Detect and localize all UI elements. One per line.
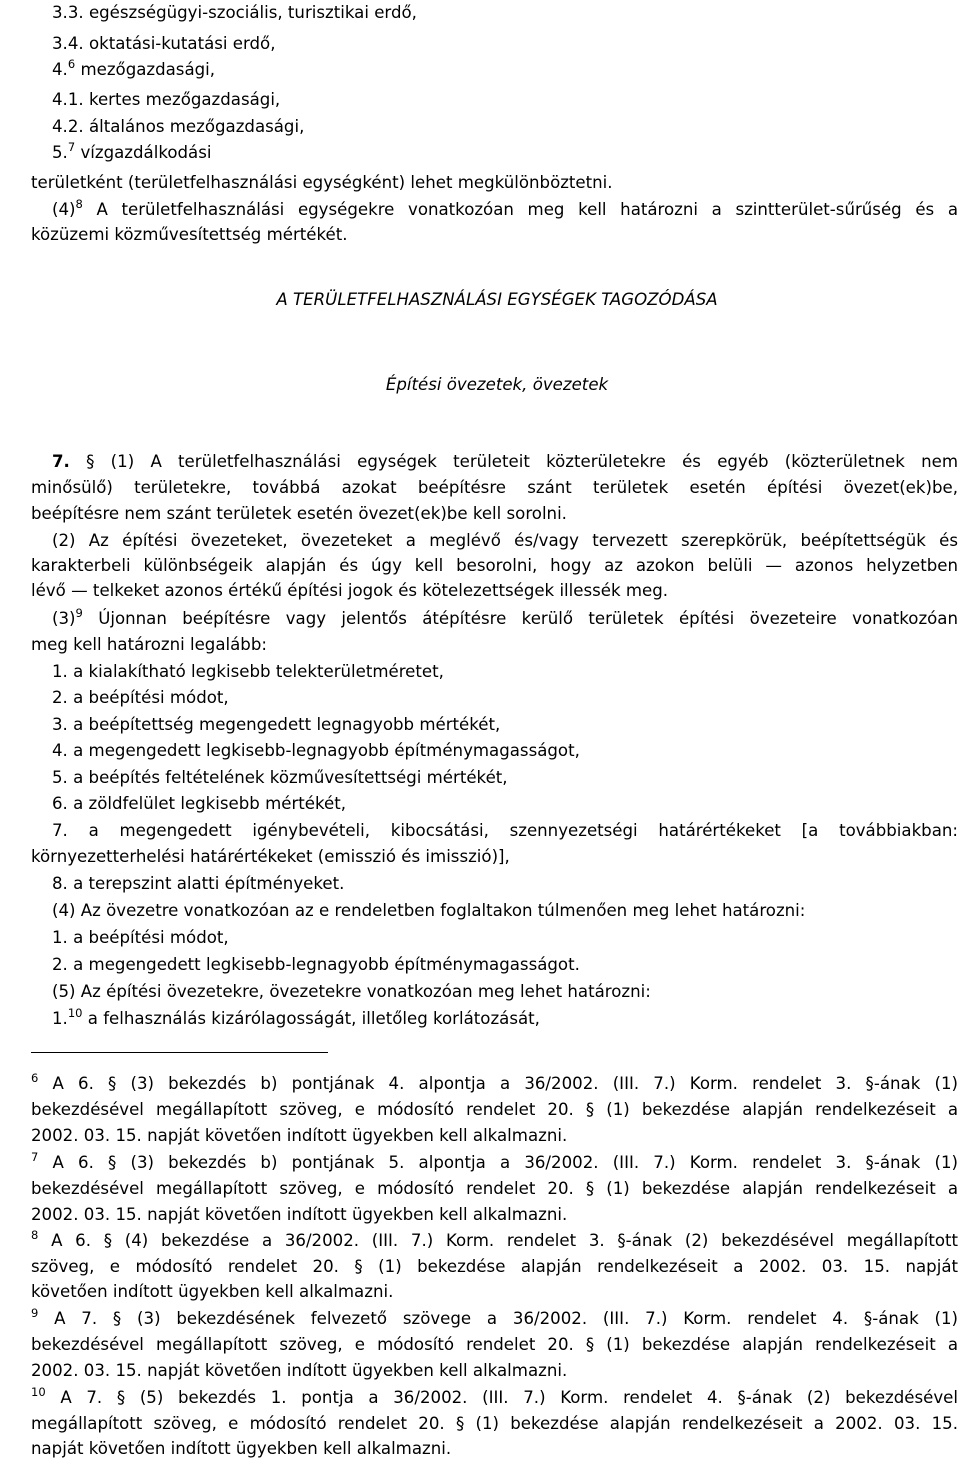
list-item: 4. a megengedett legkisebb-legnagyobb építménymagasságot, (52, 741, 580, 760)
list-item-7-line2: környezetterhelési határértékeket (emisszió és imisszió)], (31, 847, 510, 866)
list-item-4-2: 4.2. általános mezőgazdasági, (52, 117, 305, 136)
paragraph-4-line2: közüzemi közművesítettség mértékét. (31, 225, 348, 244)
list-item: 2. a megengedett legkisebb-legnagyobb építménymagasságot. (52, 955, 580, 974)
paragraph-4-line1 (52, 197, 958, 219)
list-item-3-4: 3.4. oktatási-kutatási erdő, (52, 34, 276, 53)
item-number: 1. (52, 1009, 68, 1028)
footnote-ref-6[interactable]: 6 (67, 57, 76, 71)
footnote-marker-6: 6 (31, 1071, 39, 1085)
paragraph-text: Újonnan beépítésre vagy jelentős átépítésre kerülő területek építési övezeteire vonatkozóan (98, 609, 958, 628)
paragraph-2-line2: karakterbeli különbségeik alapján és úgy kell besorolni, hogy az azokon belüli — azonos helyzetben (31, 556, 958, 575)
section-7-line1 (52, 454, 958, 471)
footnote-7-line3: 2002. 03. 15. napját követően indított ügyekben kell alkalmazni. (31, 1205, 568, 1224)
footnote-separator (31, 1052, 328, 1053)
footnote-ref-8[interactable]: 8 (75, 197, 83, 211)
footnote-marker-10: 10 (31, 1385, 46, 1399)
paragraph-number: (4) (52, 200, 76, 219)
paragraph-text: A területfelhasználási egységekre vonatkozóan meg kell határozni a szintterület-sűrűség és a (96, 200, 958, 219)
paragraph-number: (3) (52, 609, 76, 628)
list-item: 8. a terepszint alatti építményeket. (52, 874, 345, 893)
footnote-marker-9: 9 (31, 1306, 39, 1320)
section-heading: A TERÜLETFELHASZNÁLÁSI EGYSÉGEK TAGOZÓDÁSA (276, 290, 718, 309)
item-text: a felhasználás kizárólagosságát, illetőleg korlátozását, (87, 1009, 540, 1028)
section-7-line3: beépítésre nem szánt területek esetén övezet(ek)be kell sorolni. (31, 504, 567, 523)
list-item: 3. a beépítettség megengedett legnagyobb mértékét, (52, 715, 501, 734)
section-number: 7. (52, 452, 70, 471)
item-text: vízgazdálkodási (80, 143, 212, 162)
footnote-8-line2: szöveg, e módosító rendelet 20. § (1) bekezdése alapján rendelkezéseit a 2002. 03. 15. napját (31, 1257, 958, 1276)
list-item: 1. a beépítési módot, (52, 928, 229, 947)
paragraph-2-line3: lévő — telkeket azonos értékű építési jogok és kötelezettségek illessék meg. (31, 581, 669, 600)
list-item-3-3: 3.3. egészségügyi-szociális, turisztikai erdő, (52, 3, 417, 22)
footnote-text: A 7. § (3) bekezdésének felvezető szövege a 36/2002. (III. 7.) Korm. rendelet 4. §-ának (1) (54, 1309, 958, 1328)
paragraph-3-line1 (52, 606, 958, 628)
paragraph-text: § (1) A területfelhasználási egységek területeit közterületekre és egyéb (közterületnek nem (86, 452, 958, 471)
footnote-7-line2: bekezdésével megállapított szöveg, e módosító rendelet 20. § (1) bekezdése alapján rendelkezéseit a (31, 1179, 958, 1198)
footnote-7-line1 (31, 1150, 958, 1172)
footnote-10-line3: napját követően indított ügyekben kell alkalmazni. (31, 1439, 452, 1458)
list-item: 1. a kialakítható legkisebb telekterületméretet, (52, 662, 444, 681)
paragraph-4: (4) Az övezetre vonatkozóan az e rendeletben foglaltakon túlmenően meg lehet határozni: (52, 901, 806, 920)
footnote-ref-7[interactable]: 7 (67, 140, 76, 154)
item-number: 4. (52, 60, 68, 79)
list-item-4 (52, 57, 216, 79)
footnote-ref-9[interactable]: 9 (75, 606, 83, 620)
list-item: 2. a beépítési módot, (52, 688, 229, 707)
list-item-4-1: 4.1. kertes mezőgazdasági, (52, 90, 281, 109)
section-7-line2: minősülő) területekre, továbbá azokat beépítésre szánt területek esetén építési övezet(ek)be, (31, 478, 958, 497)
footnote-text: A 6. § (3) bekezdés b) pontjának 5. alpontja a 36/2002. (III. 7.) Korm. rendelet 3. §-ának (1) (52, 1153, 958, 1172)
footnote-6-line3: 2002. 03. 15. napját követően indított ügyekben kell alkalmazni. (31, 1126, 568, 1145)
footnote-10-line2: megállapított szöveg, e módosító rendelet 20. § (1) bekezdése alapján rendelkezéseit a 2002. 03. 15. (31, 1414, 958, 1433)
footnote-ref-10[interactable]: 10 (67, 1006, 83, 1020)
paragraph-2-line1: (2) Az építési övezeteket, övezeteket a meglévő és/vagy tervezett szerepkörük, beépítettségük és (52, 531, 958, 550)
item-number: 5. (52, 143, 68, 162)
footnote-text: A 7. § (5) bekezdés 1. pontja a 36/2002. (III. 7.) Korm. rendelet 4. §-ának (2) bekezdésével (60, 1388, 959, 1407)
paragraph-3-line2: meg kell határozni legalább: (31, 635, 267, 654)
list-item: 6. a zöldfelület legkisebb mértékét, (52, 794, 347, 813)
list-item-7-line1: 7. a megengedett igénybevételi, kibocsátási, szennyezetségi határértékeket [a továbbiakban: (52, 821, 958, 840)
list-item: 5. a beépítés feltételének közművesítettségi mértékét, (52, 768, 508, 787)
list-item (52, 1006, 540, 1028)
footnote-9-line3: 2002. 03. 15. napját követően indított ügyekben kell alkalmazni. (31, 1361, 568, 1380)
footnote-9-line1 (31, 1306, 958, 1328)
footnote-6-line1 (31, 1071, 958, 1093)
footnote-marker-8: 8 (31, 1228, 39, 1242)
footnote-text: A 6. § (3) bekezdés b) pontjának 4. alpontja a 36/2002. (III. 7.) Korm. rendelet 3. §-ának (1) (52, 1074, 958, 1093)
footnote-9-line2: bekezdésével megállapított szöveg, e módosító rendelet 20. § (1) bekezdése alapján rendelkezéseit a (31, 1335, 958, 1354)
footnote-8-line1 (31, 1228, 959, 1250)
item-text: mezőgazdasági, (80, 60, 216, 79)
list-item-5 (52, 140, 212, 162)
footnote-marker-7: 7 (31, 1150, 39, 1164)
footnote-6-line2: bekezdésével megállapított szöveg, e módosító rendelet 20. § (1) bekezdése alapján rendelkezéseit a (31, 1100, 958, 1119)
footnote-text: A 6. § (4) bekezdése a 36/2002. (III. 7.) Korm. rendelet 3. §-ának (2) bekezdésével megállapított (51, 1231, 959, 1250)
paragraph-5: (5) Az építési övezetekre, övezetekre vonatkozóan meg lehet határozni: (52, 982, 651, 1001)
footnote-10-line1 (31, 1385, 959, 1407)
subsection-heading: Építési övezetek, övezetek (385, 375, 609, 394)
footnote-8-line3: követően indított ügyekben kell alkalmazni. (31, 1282, 394, 1301)
paragraph-line: területként (területfelhasználási egységként) lehet megkülönböztetni. (31, 173, 613, 192)
